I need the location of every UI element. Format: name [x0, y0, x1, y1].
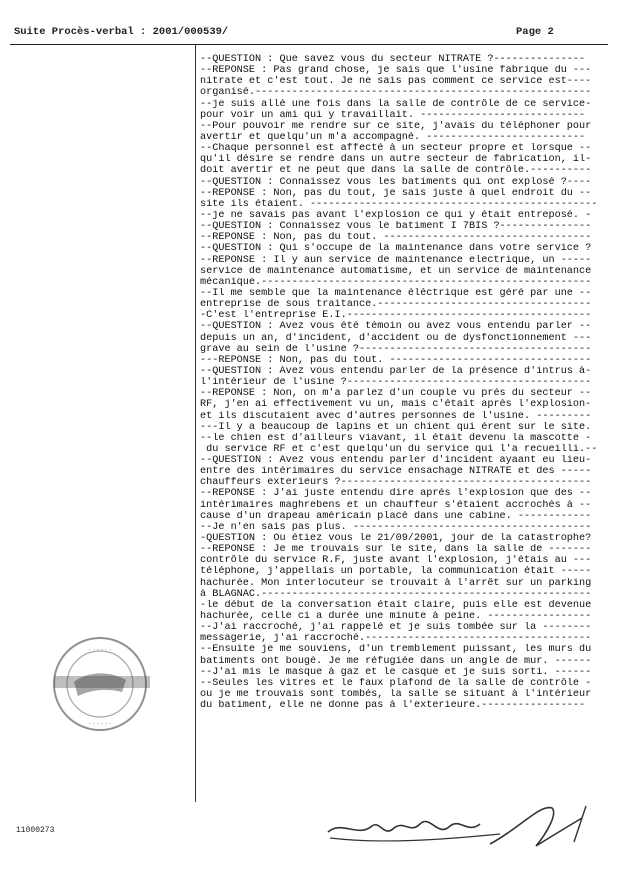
transcript-line: avertir et quelqu'un m'a accompagné. --------------------------	[200, 131, 586, 143]
transcript-body	[200, 54, 610, 711]
transcript-line: téléphone, j'appellais un portable, la communication était -----	[200, 566, 592, 578]
transcript-line: --REPONSE : Je me trouvais sur le site, dans la salle de -------	[200, 544, 592, 556]
transcript-line: depuis un an, d'incident, d'accident ou de dysfonctionnement ---	[200, 332, 592, 344]
transcript-line: entre des intérimaires du service ensachage NITRATE et des -----	[200, 466, 592, 478]
transcript-line: qu'il désire se rendre dans un autre secteur de fabrication, il-	[200, 154, 592, 166]
transcript-line: -QUESTION : Ou étiez vous le 21/09/2001, jour de la catastrophe?	[200, 533, 592, 545]
transcript-line: --REPONSE : Pas grand chose, je sais que l'usine fabrique du ---	[200, 65, 592, 77]
transcript-line: ou je me trouvais sont tombés, la salle se situant à l'intérieur	[200, 689, 592, 701]
transcript-line: --QUESTION : Que savez vous du secteur NITRATE ?---------------	[200, 54, 586, 65]
transcript-line: messagerie, j'ai raccroché.-------------------------------------	[200, 633, 592, 645]
transcript-line: du service RF et c'est quelqu'un du service qui l'a recueilli.--	[200, 443, 598, 455]
transcript-line: --le chien est d'ailleurs viavant, il était devenu la mascotte -	[200, 432, 592, 444]
header-rule	[10, 44, 608, 45]
transcript-line: hachurée. Mon interlocuteur se trouvait à l'arrêt sur un parking	[200, 577, 592, 589]
transcript-line: --Seules les vitres et le faux plafond de la salle de contrôle -	[200, 677, 592, 689]
transcript-line: à BLAGNAC.------------------------------------------------------	[200, 588, 592, 600]
transcript-line: --Pour pouvoir me rendre sur ce site, j'avais du téléphoner pour	[200, 120, 592, 132]
transcript-line: l'intérieur de l'usine ?----------------------------------------	[200, 377, 592, 389]
transcript-line: cause d'un drapeau américain placé dans une cabine. ------------	[200, 510, 592, 522]
transcript-line: chauffeurs exterieurs ?-----------------------------------------	[200, 477, 592, 489]
transcript-line: --REPONSE : J'ai juste entendu dire aprés l'explosion que des --	[200, 488, 592, 500]
transcript-line: --QUESTION : Connaissez vous le batiment I 7BIS ?---------------	[200, 221, 592, 233]
transcript-line: --QUESTION : Qui s'occupe de la maintenance dans votre service ?	[200, 243, 592, 255]
transcript-line: du batiment, elle ne donne pas à l'exterieure.-----------------	[200, 700, 586, 712]
transcript-line: --Il me semble que la maintenance éléctrique est géré par une --	[200, 287, 592, 299]
transcript-line: --Je n'en sais pas plus. ---------------------------------------	[200, 521, 592, 533]
transcript-line: entreprise de sous traitance.-----------------------------------	[200, 299, 592, 311]
transcript-line: -le début de la conversation était claire, puis elle est devenue	[200, 599, 592, 611]
transcript-line: -C'est l'entreprise E.I.----------------------------------------	[200, 310, 592, 322]
svg-text:· · · · · ·: · · · · · ·	[88, 646, 112, 654]
transcript-line: intérimaires maghrebens et un chauffeur s'étaient accrochés à --	[200, 499, 592, 511]
transcript-line: --QUESTION : Avez vous été témoin ou avez vous entendu parler --	[200, 321, 592, 333]
transcript-line: --je suis allé une fois dans la salle de contrôle de ce service-	[200, 98, 592, 110]
transcript-line: mécanique.------------------------------------------------------	[200, 276, 592, 288]
transcript-line: --J'ai mis le masque à gaz et le casque et je suis sorti. ------	[200, 666, 592, 678]
margin-rule	[195, 44, 196, 802]
transcript-line: hachurée, celle ci a durée une minute à peine. -----------------	[200, 611, 592, 623]
transcript-line: pour voir un ami qui y travaillait. ---------------------------	[200, 109, 586, 121]
transcript-line: organisé.-------------------------------------------------------	[200, 87, 592, 99]
transcript-line: --REPONSE : Non, pas du tout. ----------------------------------	[200, 232, 592, 244]
transcript-line: service de maintenance automatisme, et un service de maintenance	[200, 265, 592, 277]
transcript-line: site ils étaient. -----------------------------------------------	[200, 198, 598, 210]
transcript-line: --REPONSE : Non, on m'a parlez d'un couple vu prés du secteur --	[200, 388, 592, 400]
transcript-line: --Chaque personnel est affecté à un secteur propre et lorsque --	[200, 143, 592, 155]
transcript-line: --J'ai raccroché, j'ai rappelé et je suis tombée sur la --------	[200, 622, 592, 634]
signature-image	[320, 798, 620, 858]
transcript-line: et ils discutaient avec d'autres personnes de l'usine. ---------	[200, 410, 592, 422]
transcript-line: --Ensuite je me souviens, d'un tremblement puissant, les murs du	[200, 644, 592, 656]
transcript-line: --je ne savais pas avant l'explosion ce qui y était entreposé. -	[200, 209, 592, 221]
transcript-line: contrôle du service R.F, juste avant l'explosion, j'étais au ---	[200, 555, 592, 567]
document-id: 11000273	[16, 826, 55, 835]
transcript-line: --REPONSE : Il y aun service de maintenance electrique, un -----	[200, 254, 592, 266]
transcript-line: --QUESTION : Avez vous entendu parler d'incident ayaant eu lieu-	[200, 455, 592, 467]
svg-text:· · · · · ·: · · · · · ·	[88, 720, 112, 728]
header-title: Suite Procès-verbal : 2001/000539/	[14, 26, 229, 38]
transcript-line: --QUESTION : Avez vous entendu parler de la présence d'intrus à-	[200, 365, 592, 377]
transcript-line: RF, j'en ai effectivement vu un, mais c'était aprés l'explosion-	[200, 399, 592, 411]
transcript-line: batiments ont bougé. Je me réfugiée dans un angle de mur. ------	[200, 655, 592, 667]
transcript-line: ---Il y a beaucoup de lapins et un chient qui érent sur le site.	[200, 421, 592, 433]
transcript-line: ---REPONSE : Non, pas du tout. ---------------------------------	[200, 354, 592, 366]
police-stamp-image	[48, 632, 152, 736]
page-number: Page 2	[516, 26, 554, 38]
transcript-line: grave au sein de l'usine ?--------------------------------------	[200, 343, 592, 355]
transcript-line: --REPONSE : Non, pas du tout, je sais juste à quel endroit du --	[200, 187, 592, 199]
transcript-line: doit avertir et ne peut que dans la salle de contrôle.----------	[200, 165, 592, 177]
transcript-line: --QUESTION : Connaissez vous les batiments qui ont explosé ?----	[200, 176, 592, 188]
transcript-line: nitrate et c'est tout. Je ne sais pas comment ce service est----	[200, 76, 592, 88]
